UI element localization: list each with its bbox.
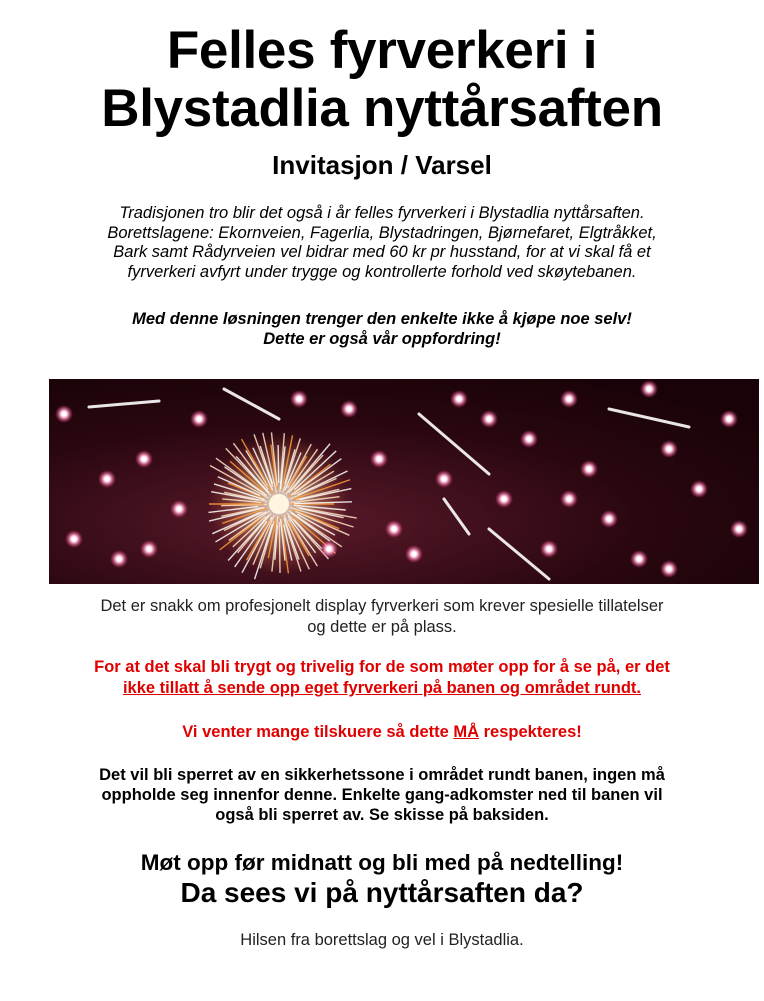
intro-line: Tradisjonen tro blir det også i år felles fyrverkeri i Blystadlia nyttårsaften. xyxy=(119,204,645,222)
spark-dot-core xyxy=(727,417,732,422)
spark-dot-core xyxy=(347,407,352,412)
greeting: Hilsen fra borettslag og vel i Blystadlia. xyxy=(240,931,524,949)
warning-line: For at det skal bli trygt og trivelig for de som møter opp for å se på, er det xyxy=(94,658,670,676)
spark-dot-core xyxy=(105,477,110,482)
spark-dot-core xyxy=(487,417,492,422)
meet-heading: Møt opp før midnatt og bli med på nedtelling! xyxy=(140,850,624,875)
safety-line: Det vil bli sperret av en sikkerhetssone i området rundt banen, ingen må xyxy=(99,766,665,784)
safety-line: oppholde seg innenfor denne. Enkelte gang-adkomster ned til banen vil xyxy=(101,786,663,804)
intro-line: Borettslagene: Ekornveien, Fagerlia, Blystadringen, Bjørnefaret, Elgtråkket, xyxy=(107,223,657,242)
see-you-heading: Da sees vi på nyttårsaften da? xyxy=(180,877,584,908)
burst-core xyxy=(269,494,289,514)
intro-line: Bark samt Rådyrveien vel bidrar med 60 kr pr husstand, for at vi skal få et xyxy=(113,243,651,261)
respect-text-after: respekteres! xyxy=(479,723,582,741)
warning-paragraph xyxy=(30,657,734,699)
spark-dot-core xyxy=(147,547,152,552)
emphasis-paragraph xyxy=(60,310,704,349)
burst-ray xyxy=(279,522,280,573)
spark-dot-core xyxy=(72,537,77,542)
spark-dot-core xyxy=(142,457,147,462)
display-paragraph xyxy=(40,596,724,638)
spark-dot-core xyxy=(547,547,552,552)
spark-dot-core xyxy=(197,417,202,422)
spark-dot-core xyxy=(502,497,507,502)
emphasis-line: Med denne løsningen trenger den enkelte ikke å kjøpe noe selv! xyxy=(132,310,632,328)
spark-dot-core xyxy=(457,397,462,402)
spark-dot-core xyxy=(412,552,417,557)
safety-line: også bli sperret av. Se skisse på baksiden. xyxy=(215,806,549,824)
spark-dot-core xyxy=(697,487,702,492)
title-line-2: Blystadlia nyttårsaften xyxy=(101,79,663,138)
display-line: Det er snakk om profesjonelt display fyrverkeri som krever spesielle tillatelser xyxy=(100,597,664,615)
subtitle: Invitasjon / Varsel xyxy=(272,150,492,180)
title-line-1: Felles fyrverkeri i xyxy=(166,21,598,80)
spark-dot-core xyxy=(667,447,672,452)
burst-ray xyxy=(278,445,279,483)
intro-paragraph xyxy=(60,204,704,282)
spark-dot-core xyxy=(637,557,642,562)
respect-text-before: Vi venter mange tilskuere så dette xyxy=(182,723,454,741)
emphasis-line: Dette er også vår oppfordring! xyxy=(263,329,501,348)
warning-line-underlined: ikke tillatt å sende opp eget fyrverkeri på banen og området rundt. xyxy=(122,679,642,697)
safety-paragraph xyxy=(40,765,724,825)
spark-dot-core xyxy=(667,567,672,572)
spark-dot-core xyxy=(327,547,332,552)
spark-dot-core xyxy=(607,517,612,522)
spark-dot-core xyxy=(297,397,302,402)
page-title xyxy=(0,22,764,138)
spark-dot-core xyxy=(117,557,122,562)
spark-dot-core xyxy=(567,497,572,502)
spark-dot-core xyxy=(177,507,182,512)
spark-dot-core xyxy=(737,527,742,532)
respect-text-underlined: MÅ xyxy=(453,723,480,741)
spark-dot-core xyxy=(587,467,592,472)
spark-dot-core xyxy=(377,457,382,462)
respect-notice xyxy=(30,722,734,743)
spark-dot-core xyxy=(567,397,572,402)
spark-dot-core xyxy=(527,437,532,442)
intro-line: fyrverkeri avfyrt under trygge og kontrollerte forhold ved skøytebanen. xyxy=(127,262,637,281)
spark-dot-core xyxy=(442,477,447,482)
spark-dot-core xyxy=(62,412,67,417)
spark-dot-core xyxy=(647,387,652,392)
fireworks-photo xyxy=(49,379,759,584)
display-line: og dette er på plass. xyxy=(307,618,457,636)
spark-dot-core xyxy=(392,527,397,532)
